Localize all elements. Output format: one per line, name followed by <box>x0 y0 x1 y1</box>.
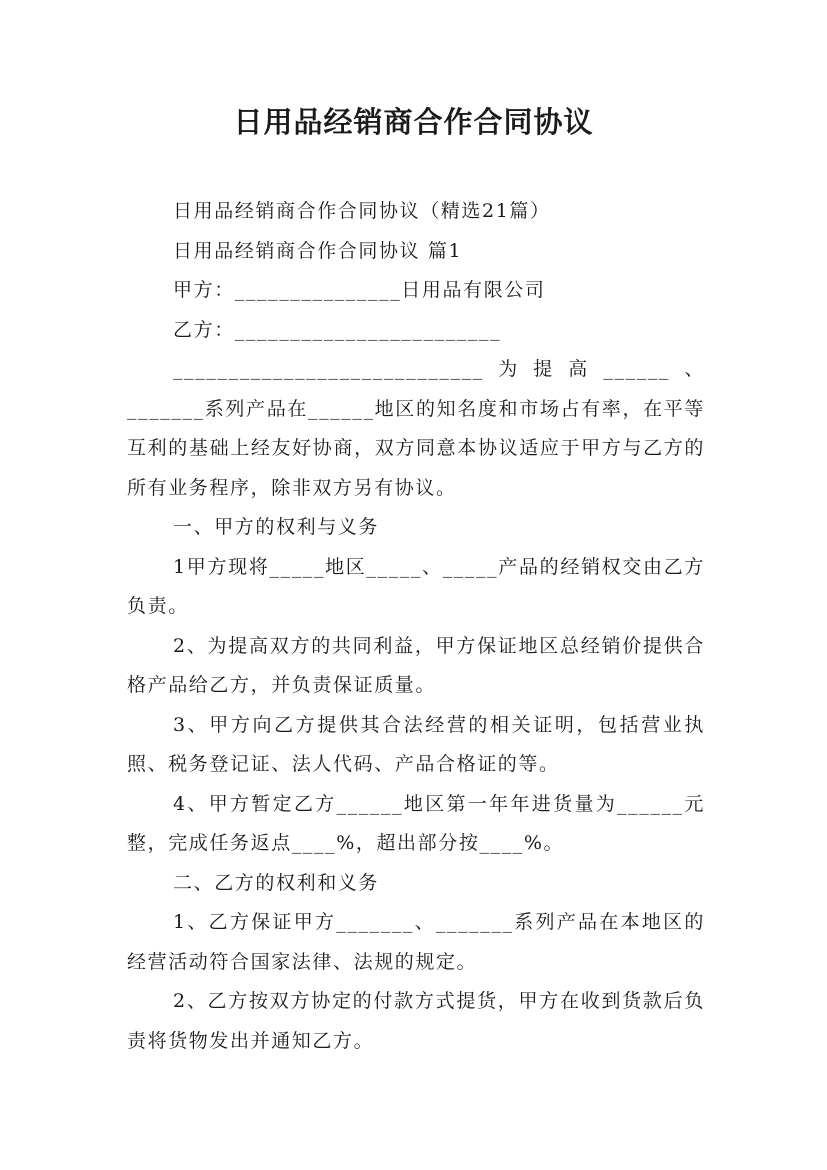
paragraph-party-b: 乙方：________________________ <box>173 318 502 341</box>
clause-a-2: 2、为提高双方的共同利益，甲方保证地区总经销价提供合格产品给乙方，并负责保证质量。 <box>127 634 705 696</box>
clause-a-4: 4、甲方暂定乙方______地区第一年年进货量为______元整，完成任务返点____%，超出部分按____%。 <box>127 792 705 854</box>
section-heading-party-a: 一、甲方的权利与义务 <box>173 516 380 538</box>
clause-a-1: 1甲方现将_____地区_____、_____产品的经销权交由乙方负责。 <box>127 555 705 617</box>
document-title: 日用品经销商合作合同协议 <box>233 105 594 139</box>
paragraph-party-a: 甲方：_______________日用品有限公司 <box>173 279 546 301</box>
clause-b-1: 1、乙方保证甲方_______、_______系列产品在本地区的经营活动符合国家法律、法规的规定。 <box>127 911 705 973</box>
clause-b-2: 2、乙方按双方协定的付款方式提货，甲方在收到货款后负责将货物发出并通知乙方。 <box>127 990 705 1052</box>
paragraph-preamble: ____________________________为提高______、_______系列产品在______地区的知名度和市场占有率，在平等互利的基础上经友好协商，双方同意本协议适应于甲方与乙方的所有业务程序，除非双方另有协议。 <box>127 358 705 499</box>
document-body <box>127 192 705 1061</box>
paragraph-subtitle: 日用品经销商合作合同协议（精选21篇） <box>173 200 551 222</box>
section-heading-party-b: 二、乙方的权利和义务 <box>173 871 380 894</box>
paragraph-chapter-heading: 日用品经销商合作合同协议 篇1 <box>173 239 463 262</box>
clause-a-3: 3、甲方向乙方提供其合法经营的相关证明，包括营业执照、税务登记证、法人代码、产品合格证的等。 <box>127 713 705 775</box>
